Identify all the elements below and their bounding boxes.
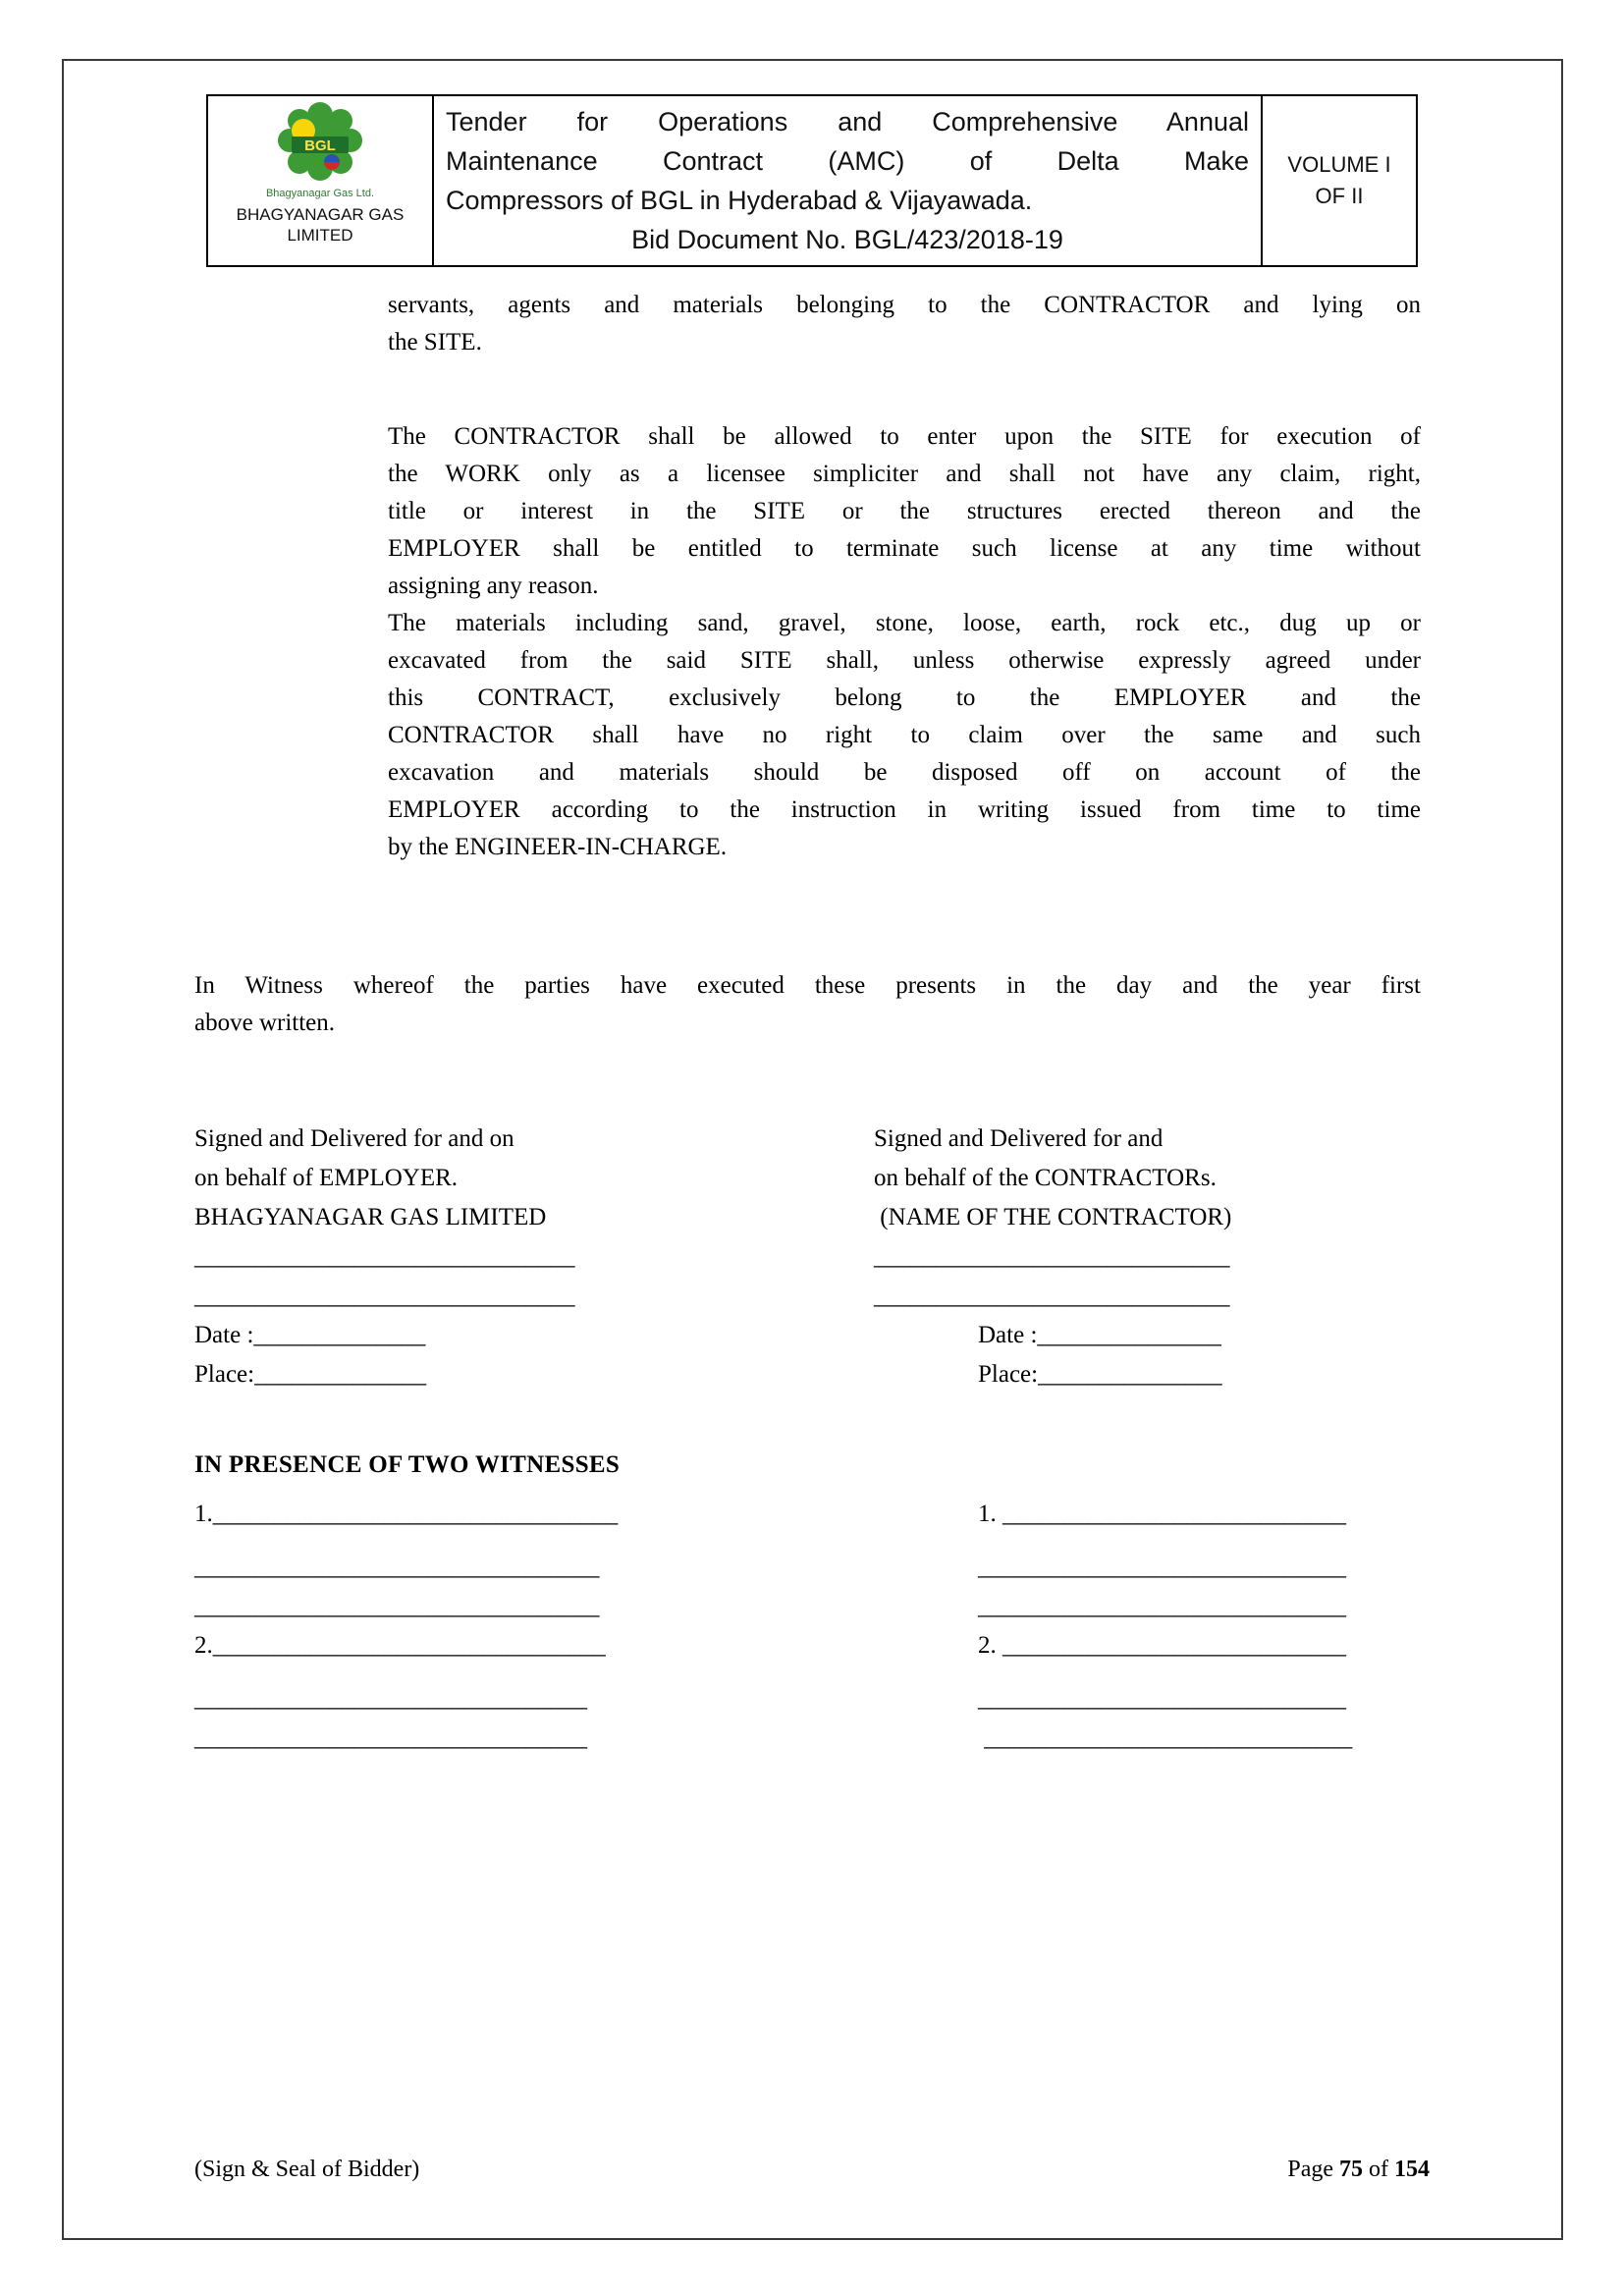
signature-line: _____________________________ bbox=[874, 1283, 1230, 1309]
paragraph-line: The materials including sand, gravel, stone, loose, earth, rock etc., dug up or bbox=[388, 610, 1421, 636]
witness-line: 1. ____________________________ bbox=[978, 1501, 1346, 1527]
logo-brand-text: Bhagyanagar Gas Ltd. bbox=[265, 188, 375, 199]
signature-text-line: BHAGYANAGAR GAS LIMITED bbox=[194, 1204, 547, 1230]
witness-left-column bbox=[194, 1495, 705, 1758]
paragraph-contractor-license bbox=[388, 418, 1421, 605]
company-name: BHAGYANAGAR GAS LIMITED bbox=[236, 205, 405, 245]
paragraph-line: above written. bbox=[194, 1010, 336, 1036]
total-pages-number: 154 bbox=[1394, 2157, 1430, 2182]
witness-line: 2.________________________________ bbox=[194, 1632, 606, 1659]
paragraph-line: title or interest in the SITE or the structures erected thereon and the bbox=[388, 498, 1421, 524]
witness-line: ______________________________ bbox=[978, 1685, 1346, 1712]
paragraph-line: EMPLOYER shall be entitled to terminate such license at any time without bbox=[388, 535, 1421, 562]
contractor-signature-text bbox=[874, 1120, 1424, 1237]
tender-title-line: Tender for Operations and Comprehensive Annual bbox=[446, 107, 1249, 137]
place-field: Place:_______________ bbox=[978, 1361, 1222, 1388]
sign-seal-note: (Sign & Seal of Bidder) bbox=[194, 2157, 420, 2182]
title-cell bbox=[434, 96, 1261, 265]
paragraph-line: the WORK only as a licensee simpliciter and shall not have any claim, right, bbox=[388, 461, 1421, 487]
volume-line-1: VOLUME I bbox=[1287, 152, 1391, 177]
bid-document-number: Bid Document No. BGL/423/2018-19 bbox=[631, 225, 1063, 254]
employer-signature-block bbox=[194, 1120, 705, 1394]
paragraph-materials-excavated bbox=[388, 605, 1421, 866]
paragraph-line: servants, agents and materials belonging to the CONTRACTOR and lying on bbox=[388, 292, 1421, 318]
tender-title bbox=[446, 102, 1249, 181]
date-field: Date :_______________ bbox=[978, 1322, 1221, 1348]
paragraph-line: excavated from the said SITE shall, unless otherwise expressly agreed under bbox=[388, 647, 1421, 674]
witness-line: 2. ____________________________ bbox=[978, 1632, 1346, 1659]
page-word: Page bbox=[1287, 2157, 1339, 2182]
logo-cell bbox=[208, 96, 434, 265]
tender-title-line: Maintenance Contract (AMC) of Delta Make bbox=[446, 146, 1249, 176]
place-field: Place:______________ bbox=[194, 1361, 427, 1388]
paragraph-line: CONTRACTOR shall have no right to claim over the same and such bbox=[388, 722, 1421, 748]
of-word: of bbox=[1363, 2157, 1394, 2182]
date-field: Date :______________ bbox=[194, 1322, 426, 1348]
signature-text-line: on behalf of the CONTRACTORs. bbox=[874, 1165, 1217, 1191]
paragraph-line: The CONTRACTOR shall be allowed to enter upon the SITE for execution of bbox=[388, 423, 1421, 450]
witness-line: ______________________________ bbox=[978, 1554, 1346, 1580]
paragraph-line: this CONTRACT, exclusively belong to the EMPLOYER and the bbox=[388, 684, 1421, 711]
tender-title-line: Compressors of BGL in Hyderabad & Vijayawada. bbox=[446, 186, 1033, 215]
witness-line: ______________________________ bbox=[978, 1593, 1346, 1619]
paragraph-line: In Witness whereof the parties have executed these presents in the day and the year first bbox=[194, 972, 1421, 999]
document-header bbox=[206, 94, 1418, 267]
witnesses-heading: IN PRESENCE OF TWO WITNESSES bbox=[194, 1451, 621, 1478]
paragraph-line: the SITE. bbox=[388, 329, 482, 355]
paragraph-servants-materials bbox=[388, 287, 1421, 361]
current-page-number: 75 bbox=[1339, 2157, 1363, 2182]
paragraph-line: excavation and materials should be disposed off on account of the bbox=[388, 759, 1421, 786]
witness-line: ________________________________ bbox=[194, 1685, 587, 1712]
in-witness-paragraph bbox=[194, 967, 1421, 1042]
signature-text-line: (NAME OF THE CONTRACTOR) bbox=[874, 1204, 1232, 1230]
page-number bbox=[1287, 2157, 1430, 2183]
bgl-logo-icon bbox=[271, 101, 369, 188]
witness-line: 1._________________________________ bbox=[194, 1501, 619, 1527]
logo-monogram: BGL bbox=[304, 137, 336, 154]
witness-line: ________________________________ bbox=[194, 1724, 587, 1751]
body-paragraphs bbox=[388, 287, 1421, 866]
witness-line: _________________________________ bbox=[194, 1593, 600, 1619]
volume-cell bbox=[1261, 96, 1416, 265]
employer-signature-text bbox=[194, 1120, 705, 1237]
volume-line-2: OF II bbox=[1315, 184, 1364, 208]
signature-text-line: on behalf of EMPLOYER. bbox=[194, 1165, 459, 1191]
paragraph-line: by the ENGINEER-IN-CHARGE. bbox=[388, 834, 728, 860]
signature-text-line: Signed and Delivered for and bbox=[874, 1125, 1164, 1152]
contractor-signature-block bbox=[874, 1120, 1424, 1394]
witness-line: _________________________________ bbox=[194, 1554, 600, 1580]
signature-line: _______________________________ bbox=[194, 1243, 575, 1270]
signature-text-line: Signed and Delivered for and on bbox=[194, 1125, 514, 1152]
witness-line: ______________________________ bbox=[978, 1724, 1353, 1751]
signature-line: _______________________________ bbox=[194, 1283, 575, 1309]
paragraph-line: EMPLOYER according to the instruction in writing issued from time to time bbox=[388, 796, 1421, 823]
signature-line: _____________________________ bbox=[874, 1243, 1230, 1270]
paragraph-line: assigning any reason. bbox=[388, 573, 599, 599]
witness-right-column bbox=[978, 1495, 1439, 1758]
